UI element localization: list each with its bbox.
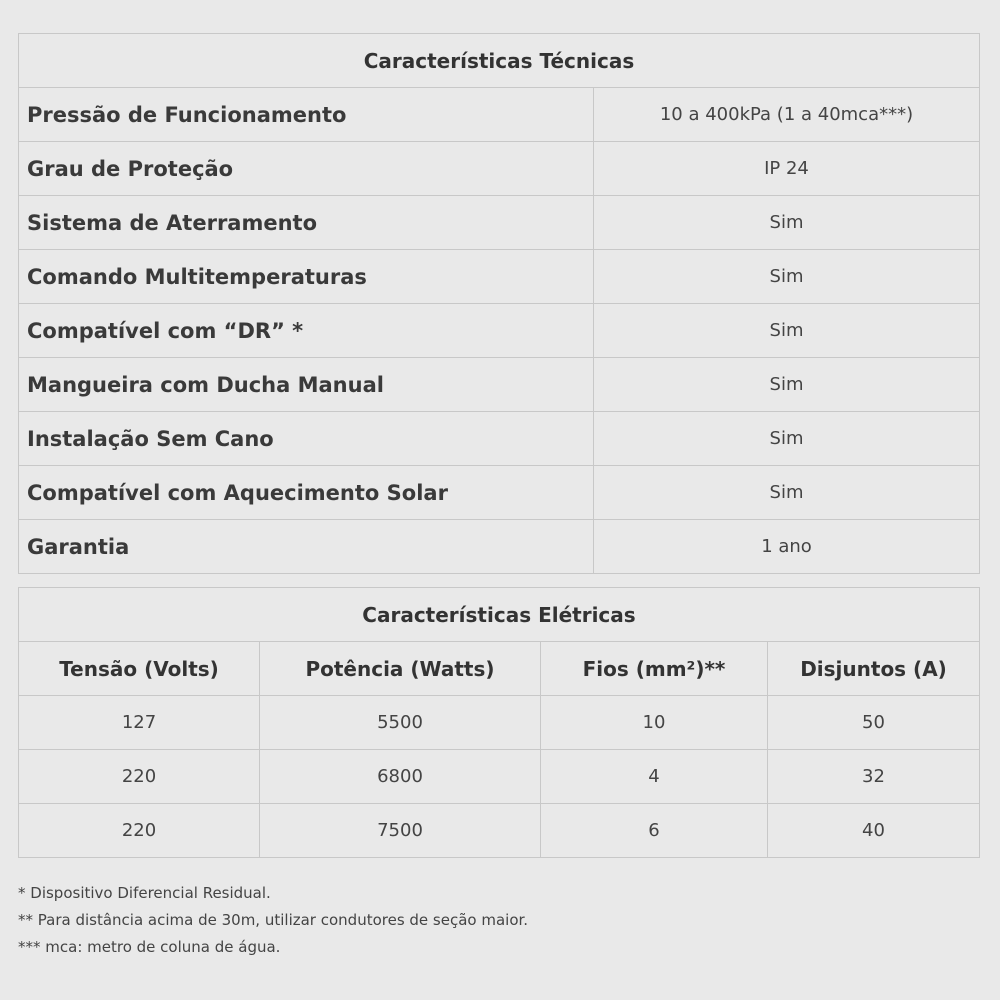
- row-value: Sim: [594, 304, 980, 358]
- table-row: [19, 696, 980, 750]
- row-value: Sim: [594, 196, 980, 250]
- row-value: Sim: [594, 412, 980, 466]
- row-label: Mangueira com Ducha Manual: [19, 358, 594, 412]
- row-value: Sim: [594, 466, 980, 520]
- cell-voltage: 220: [19, 804, 260, 858]
- cell-wires: 4: [541, 750, 768, 804]
- table-row: [19, 412, 980, 466]
- footnote: * Dispositivo Diferencial Residual.: [18, 884, 271, 902]
- column-header-voltage: Tensão (Volts): [19, 642, 260, 696]
- table-row: [19, 250, 980, 304]
- cell-voltage: 220: [19, 750, 260, 804]
- cell-breakers: 50: [768, 696, 980, 750]
- technical-characteristics-table: [18, 33, 980, 574]
- row-value: 1 ano: [594, 520, 980, 574]
- row-label: Comando Multitemperaturas: [19, 250, 594, 304]
- table-row: [19, 750, 980, 804]
- column-header-wires: Fios (mm²)**: [541, 642, 768, 696]
- footnotes: [18, 880, 528, 961]
- table-row: [19, 88, 980, 142]
- row-label: Garantia: [19, 520, 594, 574]
- cell-wires: 6: [541, 804, 768, 858]
- cell-power: 5500: [260, 696, 541, 750]
- cell-power: 7500: [260, 804, 541, 858]
- row-value: Sim: [594, 250, 980, 304]
- footnote: ** Para distância acima de 30m, utilizar condutores de seção maior.: [18, 911, 529, 929]
- cell-breakers: 32: [768, 750, 980, 804]
- table-row: [19, 466, 980, 520]
- table-row: [19, 304, 980, 358]
- row-label: Instalação Sem Cano: [19, 412, 594, 466]
- electrical-table-title: Características Elétricas: [19, 588, 980, 642]
- table-row: [19, 520, 980, 574]
- row-label: Compatível com “DR” *: [19, 304, 594, 358]
- row-label: Sistema de Aterramento: [19, 196, 594, 250]
- row-label: Pressão de Funcionamento: [19, 88, 594, 142]
- column-header-breakers: Disjuntos (A): [768, 642, 980, 696]
- row-value: 10 a 400kPa (1 a 40mca***): [594, 88, 980, 142]
- cell-wires: 10: [541, 696, 768, 750]
- technical-table-title: Características Técnicas: [19, 34, 980, 88]
- table-row: [19, 196, 980, 250]
- table-row: [19, 804, 980, 858]
- row-label: Grau de Proteção: [19, 142, 594, 196]
- electrical-characteristics-table: [18, 587, 980, 858]
- column-header-power: Potência (Watts): [260, 642, 541, 696]
- table-header-row: [19, 588, 980, 642]
- cell-voltage: 127: [19, 696, 260, 750]
- table-row: [19, 142, 980, 196]
- row-label: Compatível com Aquecimento Solar: [19, 466, 594, 520]
- row-value: Sim: [594, 358, 980, 412]
- cell-power: 6800: [260, 750, 541, 804]
- table-header-row: [19, 34, 980, 88]
- cell-breakers: 40: [768, 804, 980, 858]
- footnote: *** mca: metro de coluna de água.: [18, 938, 281, 956]
- row-value: IP 24: [594, 142, 980, 196]
- table-row: [19, 358, 980, 412]
- column-header-row: [19, 642, 980, 696]
